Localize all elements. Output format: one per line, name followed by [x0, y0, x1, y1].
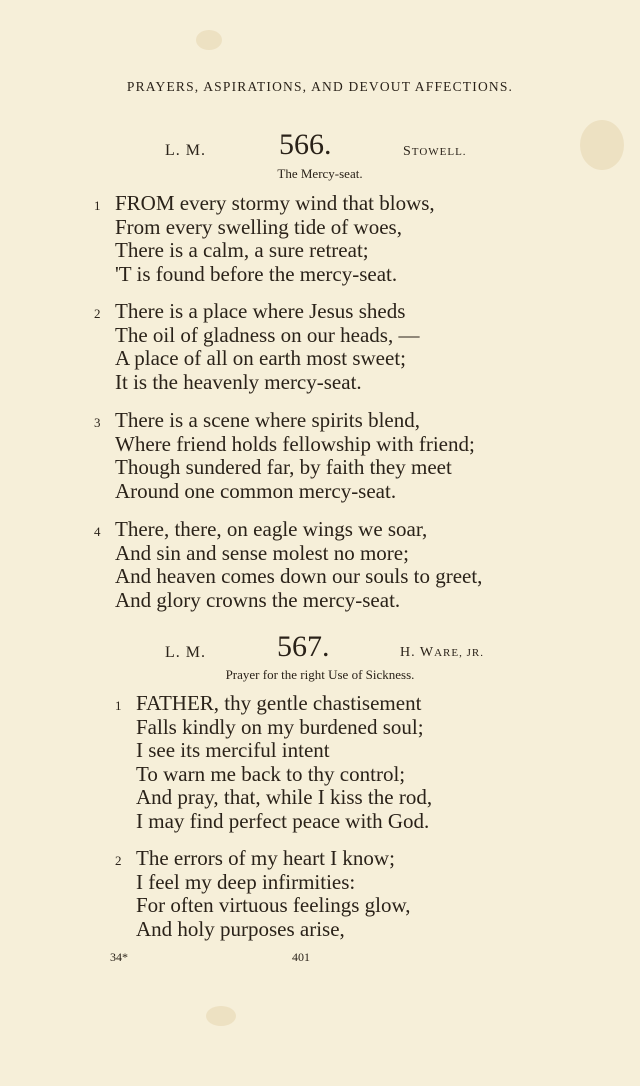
paper-stain — [196, 30, 222, 50]
verse-line: 'T is found before the mercy-seat. — [115, 261, 398, 286]
verse-line: There is a place where Jesus sheds — [115, 299, 406, 323]
verse-line: It is the heavenly mercy-seat. — [115, 369, 362, 394]
signature-mark: 34* — [110, 950, 128, 964]
verse-line: Falls kindly on my burdened soul; — [136, 714, 424, 739]
verse-line: For often virtuous feelings glow, — [136, 893, 411, 918]
hymn-number: 566. — [279, 128, 332, 161]
verse-line: Though sundered far, by faith they meet — [115, 455, 452, 480]
stanza — [94, 408, 475, 503]
hymn-subtitle: The Mercy-seat. — [277, 166, 363, 181]
verse-line: To warn me back to thy control; — [136, 761, 406, 786]
hymn-author: H. WARE, JR. — [400, 645, 484, 660]
verse-line: A place of all on earth most sweet; — [115, 346, 406, 371]
stanza — [115, 846, 411, 941]
verse-line: There, there, on eagle wings we soar, — [115, 517, 428, 541]
hymn-meter: L. M. — [165, 142, 206, 159]
running-header: PRAYERS, ASPIRATIONS, AND DEVOUT AFFECTIONS. — [126, 79, 514, 94]
verse-line: Where friend holds fellowship with friend; — [115, 431, 475, 456]
stanza — [115, 691, 433, 834]
hymn-number: 567. — [277, 630, 330, 663]
page-number: 401 — [292, 950, 310, 964]
verse-line: FROM every stormy wind that blows, — [115, 191, 435, 215]
verse-line: I see its merciful intent — [136, 738, 330, 763]
stanza-number: 2 — [94, 306, 101, 321]
verse-line: And glory crowns the mercy-seat. — [115, 587, 401, 612]
stanza-number: 4 — [94, 524, 101, 539]
verse-line: There is a scene where spirits blend, — [115, 408, 420, 432]
stanza-number: 1 — [94, 198, 101, 213]
verse-line: And holy purposes arise, — [136, 916, 345, 941]
stanza — [94, 191, 435, 286]
hymn-subtitle: Prayer for the right Use of Sickness. — [225, 667, 415, 682]
verse-line: The errors of my heart I know; — [136, 846, 395, 870]
verse-line: And sin and sense molest no more; — [115, 540, 409, 565]
verse-line: FATHER, thy gentle chastisement — [136, 691, 422, 715]
stanza-number: 3 — [94, 415, 101, 430]
verse-line: I may find perfect peace with God. — [136, 808, 430, 833]
hymn-heading — [0, 630, 640, 664]
stanza — [94, 299, 420, 394]
verse-line: The oil of gladness on our heads, — — [115, 322, 420, 347]
hymn-meter: L. M. — [165, 644, 206, 661]
paper-stain — [206, 1006, 236, 1026]
verse-line: And heaven comes down our souls to greet, — [115, 564, 483, 589]
hymn-heading — [0, 130, 640, 164]
stanza-number: 2 — [115, 853, 122, 868]
verse-line: There is a calm, a sure retreat; — [115, 238, 369, 263]
verse-line: From every swelling tide of woes, — [115, 214, 402, 239]
stanza-number: 1 — [115, 698, 122, 713]
verse-line: Around one common mercy-seat. — [115, 478, 397, 503]
stanza — [94, 517, 483, 612]
verse-line: I feel my deep infirmities: — [136, 869, 356, 894]
verse-line: And pray, that, while I kiss the rod, — [136, 785, 433, 810]
hymn-author: STOWELL. — [403, 144, 467, 159]
